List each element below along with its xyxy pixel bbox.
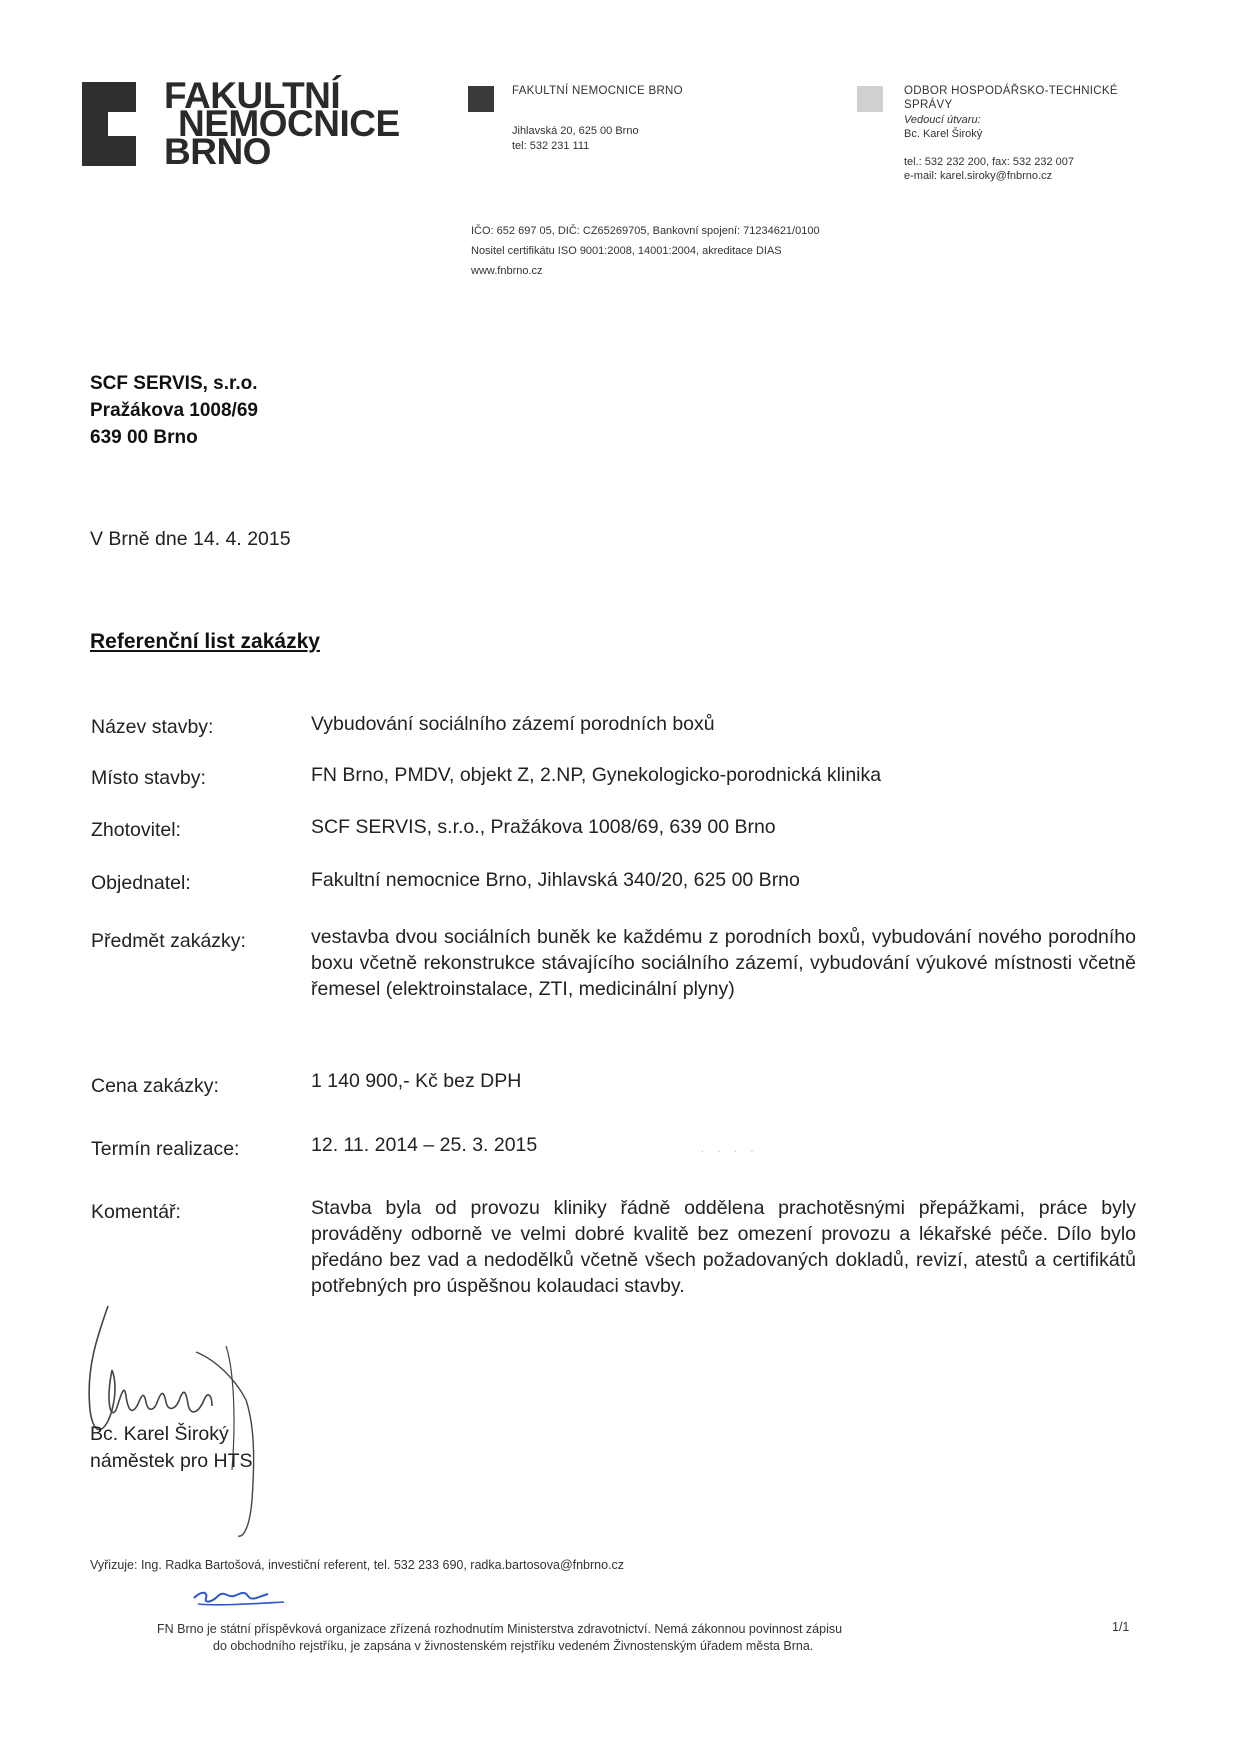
hospital-logo-icon bbox=[82, 82, 136, 166]
signatory-name: Bc. Karel Široký bbox=[90, 1423, 229, 1445]
org-square-icon bbox=[468, 86, 494, 112]
field-label-price: Cena zakázky: bbox=[91, 1075, 219, 1097]
field-value-subject: vestavba dvou sociálních buněk ke každému z porodních boxů, vybudování nového porodního boxu včetně rekonstrukce stávajícího sociálního zázemí, vybudování výukové místnosti včetně řemesel (elektroinstalace, ZTI, medicinální plyny) bbox=[311, 926, 1136, 1000]
dept-head-label: Vedoucí útvaru: bbox=[904, 114, 981, 126]
dept-name-line1: ODBOR HOSPODÁŘSKO-TECHNICKÉ bbox=[904, 85, 1118, 97]
footer-legal-line1: FN Brno je státní příspěvková organizace zřízená rozhodnutím Ministerstva zdravotnictví. Nemá zákonnou povinnost zápisu bbox=[157, 1622, 843, 1636]
field-label-period: Termín realizace: bbox=[91, 1138, 240, 1160]
org-name: FAKULTNÍ NEMOCNICE BRNO bbox=[512, 85, 683, 97]
field-value-client: Fakultní nemocnice Brno, Jihlavská 340/20, 625 00 Brno bbox=[311, 869, 800, 891]
recipient-line2: Pražákova 1008/69 bbox=[90, 400, 258, 421]
dept-email: e-mail: karel.siroky@fnbrno.cz bbox=[904, 170, 1053, 182]
blue-initials-mark bbox=[188, 1584, 298, 1610]
dept-phone-fax: tel.: 532 232 200, fax: 532 232 007 bbox=[904, 156, 1075, 168]
registry-line3: www.fnbrno.cz bbox=[471, 265, 543, 277]
logo-text-line2: NEMOCNICE bbox=[178, 103, 400, 144]
field-value-contractor: SCF SERVIS, s.r.o., Pražákova 1008/69, 639 00 Brno bbox=[311, 816, 776, 838]
registry-line1: IČO: 652 697 05, DIČ: CZ65269705, Bankovní spojení: 71234621/0100 bbox=[471, 225, 820, 237]
logo-text-line1: FAKULTNÍ bbox=[164, 75, 341, 116]
logo-text-line3: BRNO bbox=[164, 131, 271, 172]
field-value-building-name: Vybudování sociálního zázemí porodních boxů bbox=[311, 713, 715, 735]
field-label-building-site: Místo stavby: bbox=[91, 767, 206, 789]
faint-stamp-mark: · · · · bbox=[700, 1142, 759, 1158]
field-label-subject: Předmět zakázky: bbox=[91, 930, 246, 952]
field-value-period: 12. 11. 2014 – 25. 3. 2015 bbox=[311, 1134, 538, 1156]
page-number: 1/1 bbox=[1112, 1620, 1130, 1634]
field-label-client: Objednatel: bbox=[91, 872, 191, 894]
registry-line2: Nositel certifikátu ISO 9001:2008, 14001:2004, akreditace DIAS bbox=[471, 245, 782, 257]
handwritten-signature bbox=[76, 1300, 296, 1540]
field-label-comment: Komentář: bbox=[91, 1201, 181, 1223]
document-title: Referenční list zakázky bbox=[90, 630, 320, 653]
dept-head-name: Bc. Karel Široký bbox=[904, 128, 983, 140]
dept-square-icon bbox=[857, 86, 883, 112]
recipient-line1: SCF SERVIS, s.r.o. bbox=[90, 373, 258, 394]
field-label-contractor: Zhotovitel: bbox=[91, 819, 181, 841]
date-line: V Brně dne 14. 4. 2015 bbox=[90, 528, 291, 550]
field-value-price: 1 140 900,- Kč bez DPH bbox=[311, 1070, 522, 1092]
recipient-line3: 639 00 Brno bbox=[90, 427, 198, 448]
field-label-building-name: Název stavby: bbox=[91, 716, 214, 738]
footer-handler: Vyřizuje: Ing. Radka Bartošová, investiční referent, tel. 532 233 690, radka.bartosova@fnbrno.cz bbox=[90, 1558, 625, 1572]
field-value-building-site: FN Brno, PMDV, objekt Z, 2.NP, Gynekologicko-porodnická klinika bbox=[311, 764, 882, 786]
field-value-comment: Stavba byla od provozu kliniky řádně oddělena prachotěsnými přepážkami, práce byly prováděny odborně ve velmi dobré kvalitě bez omezení provozu a lékařské péče. Dílo bylo předáno bez vad a nedodělků včetně všech požadovaných dokladů, revizí, atestů a certifikátů potřebných pro úspěšnou kolaudaci stavby. bbox=[311, 1197, 1136, 1297]
footer-legal-line2: do obchodního rejstříku, je zapsána v živnostenském rejstříku vedeném Živnostenským úřadem města Brna. bbox=[213, 1639, 814, 1653]
signatory-role: náměstek pro HTS bbox=[90, 1450, 253, 1472]
org-phone: tel: 532 231 111 bbox=[512, 140, 590, 152]
dept-name-line2: SPRÁVY bbox=[904, 99, 953, 111]
org-street: Jihlavská 20, 625 00 Brno bbox=[512, 125, 639, 137]
